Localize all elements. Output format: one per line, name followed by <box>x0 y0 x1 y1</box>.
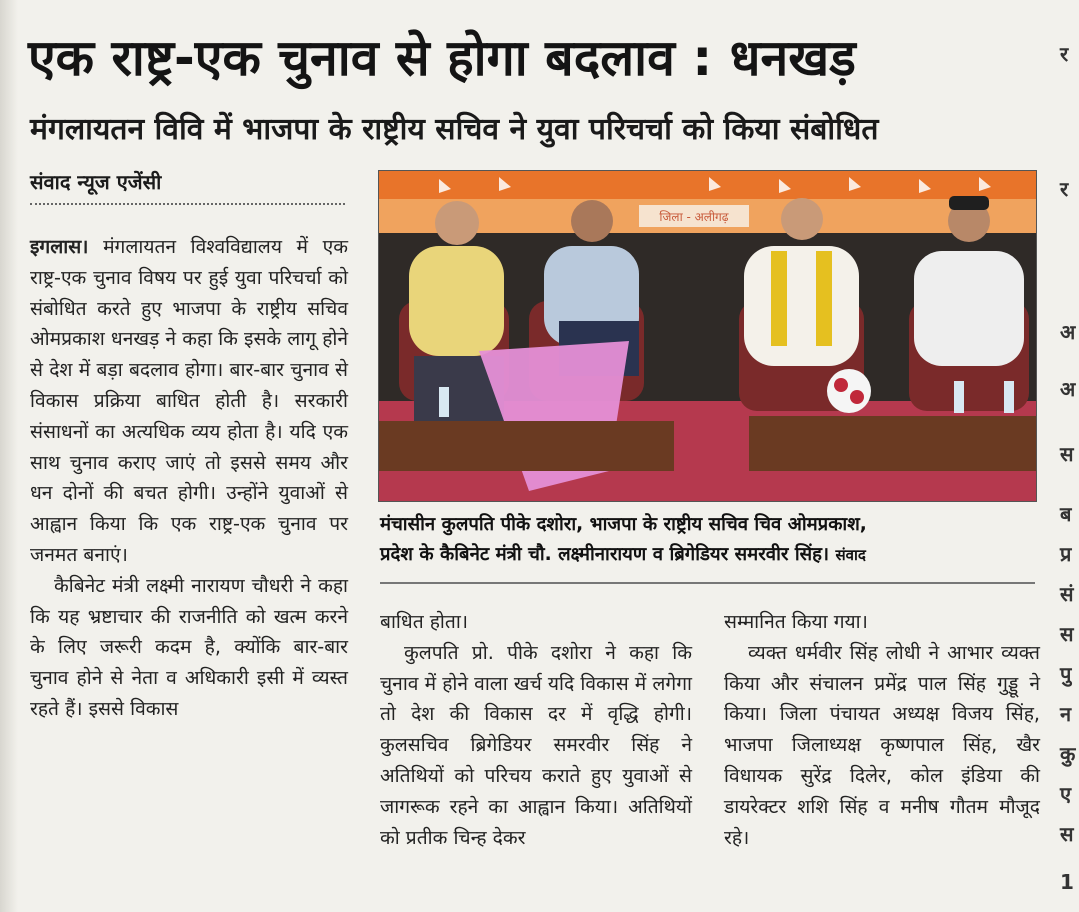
stage-photo-illustration <box>379 171 1036 501</box>
edge-glyph: स <box>1060 822 1074 846</box>
edge-glyph: न <box>1060 702 1072 726</box>
byline-divider <box>30 203 345 205</box>
paragraph: कुलपति प्रो. पीके दशोरा ने कहा कि चुनाव में होने वाला खर्च यदि विकास में लगेगा तो देश की विकास दर में वृद्धि होगी। कुलसचिव ब्रिगेडियर समरवीर सिंह ने अतिथियों को परिचय कराते हुए युवाओं से जागरूक रहने का आह्वान किया। अतिथियों को प्रतीक चिन्ह देकर <box>380 640 692 849</box>
article-column-2 <box>380 607 692 853</box>
banner-label: जिला - अलीगढ़ <box>659 210 729 224</box>
edge-glyph: प्र <box>1060 542 1072 566</box>
edge-glyph: ए <box>1060 782 1072 806</box>
edge-glyph: स <box>1060 622 1074 646</box>
table-left <box>379 421 674 471</box>
edge-glyph: अ <box>1060 320 1076 344</box>
paragraph: व्यक्त धर्मवीर सिंह लोधी ने आभार व्यक्त किया और संचालन प्रमेंद्र पाल सिंह गुड्डू ने किया। जिला पंचायत अध्यक्ष विजय सिंह, भाजपा जिलाध्यक्ष कृष्णपाल सिंह, खैर विधायक सुरेंद्र दिलेर, कोल इंडिया की डायरेक्टर शशि सिंह व मनीष गौतम मौजूद रहे। <box>724 640 1040 849</box>
adjacent-article-edge <box>1058 0 1079 912</box>
edge-glyph: कु <box>1060 742 1076 766</box>
edge-glyph: 1 <box>1060 870 1074 894</box>
edge-glyph: स <box>1060 442 1074 466</box>
paragraph: सम्मानित किया गया। <box>724 610 868 633</box>
dateline: इगलास। <box>30 235 89 258</box>
photo-credit: संवाद <box>835 546 866 564</box>
paragraph-text: मंगलायतन विश्वविद्यालय में एक राष्ट्र-एक चुनाव विषय पर हुई युवा परिचर्चा को संबोधित करते हुए भाजपा के राष्ट्रीय सचिव ओमप्रकाश धनखड़ ने कहा कि इसके लागू होने से देश में बड़ा बदलाव होगा। बार-बार चुनाव से विकास प्रक्रिया बाधित होती है। सरकारी संसाधनों का अत्यधिक व्यय होता है। यदि एक साथ चुनाव कराए जाएं तो इससे समय और धन दोनों की बचत होगी। उन्होंने युवाओं से आह्वान किया कि एक राष्ट्र-एक चुनाव पर जनमत बनाएं। <box>30 235 348 566</box>
edge-glyph: र <box>1060 177 1069 201</box>
edge-glyph: र <box>1060 42 1069 66</box>
news-photo <box>378 170 1037 502</box>
caption-divider <box>380 582 1035 584</box>
paragraph: कैबिनेट मंत्री लक्ष्मी नारायण चौधरी ने कहा कि यह भ्रष्टाचार की राजनीति को खत्म करने के लिए जरूरी कदम है, क्योंकि बार-बार चुनाव होने से नेता व अधिकारी इसी में व्यस्त रहते हैं। इससे विकास <box>30 573 348 720</box>
edge-glyph: सं <box>1060 582 1074 606</box>
caption-line <box>380 540 1035 570</box>
photo-caption <box>380 510 1035 570</box>
page-gutter-shadow <box>0 0 18 912</box>
subheadline: मंगलायतन विवि में भाजपा के राष्ट्रीय सचिव ने युवा परिचर्चा को किया संबोधित <box>30 112 879 147</box>
edge-glyph: पु <box>1060 662 1072 686</box>
article-column-3 <box>724 607 1040 853</box>
table-right <box>749 416 1036 471</box>
byline: संवाद न्यूज एजेंसी <box>30 170 162 194</box>
paragraph <box>30 232 348 571</box>
caption-line-text: प्रदेश के कैबिनेट मंत्री चौ. लक्ष्मीनारायण व ब्रिगेडियर समरवीर सिंह। <box>380 544 830 565</box>
headline: एक राष्ट्र-एक चुनाव से होगा बदलाव : धनखड़ <box>28 29 856 87</box>
edge-glyph: अ <box>1060 377 1076 401</box>
paragraph: बाधित होता। <box>380 610 469 633</box>
edge-glyph: ब <box>1060 502 1072 526</box>
article-column-1 <box>30 232 348 725</box>
caption-line: मंचासीन कुलपति पीके दशोरा, भाजपा के राष्ट्रीय सचिव चिव ओमप्रकाश, <box>380 514 867 535</box>
